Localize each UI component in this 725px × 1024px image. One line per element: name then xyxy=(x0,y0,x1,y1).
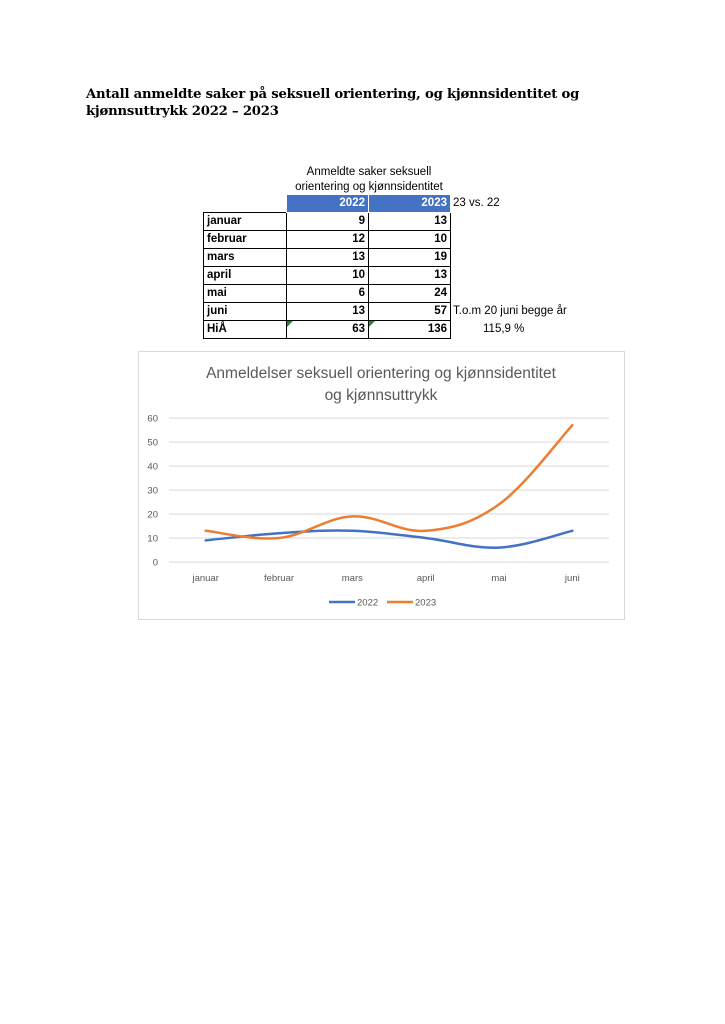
table-row xyxy=(204,249,571,267)
row-value-2023: 57 xyxy=(369,303,451,321)
y-tick-label: 10 xyxy=(147,533,158,545)
legend-label-2022: 2022 xyxy=(357,597,379,609)
table-header-row xyxy=(204,195,571,213)
row-value-2022: 12 xyxy=(287,231,369,249)
total-2023-text: 136 xyxy=(427,323,447,335)
row-value-2023: 24 xyxy=(369,285,451,303)
row-month: mars xyxy=(204,249,287,267)
x-tick-label: mars xyxy=(341,573,363,584)
x-tick-label: februar xyxy=(263,573,295,584)
percent-change-note: 115,9 % xyxy=(483,323,525,335)
error-indicator-icon xyxy=(369,321,375,327)
table-row xyxy=(204,267,571,285)
row-note xyxy=(451,285,571,303)
row-value-2023: 19 xyxy=(369,249,451,267)
row-value-2022: 13 xyxy=(287,249,369,267)
chart-series xyxy=(206,425,573,548)
y-tick-label: 0 xyxy=(152,557,158,569)
line-chart xyxy=(138,351,625,620)
row-value-2023: 13 xyxy=(369,213,451,231)
row-month: mai xyxy=(204,285,287,303)
total-value-2022 xyxy=(287,321,369,339)
row-month: juni xyxy=(204,303,287,321)
x-axis-ticks xyxy=(191,573,579,584)
column-header-2023: 2023 xyxy=(369,195,451,213)
row-value-2022: 13 xyxy=(287,303,369,321)
chart-gridlines xyxy=(169,418,609,562)
table-caption: Anmeldte saker seksuell orientering og kjønnsidentitet xyxy=(295,166,443,193)
row-note xyxy=(451,267,571,285)
header-empty-cell xyxy=(204,195,287,213)
x-tick-label: juni xyxy=(564,573,580,584)
table-row xyxy=(204,285,571,303)
row-value-2022: 9 xyxy=(287,213,369,231)
y-tick-label: 60 xyxy=(147,413,158,425)
row-note xyxy=(451,231,571,249)
row-note xyxy=(451,213,571,231)
table-row xyxy=(204,303,571,321)
chart-title-line-2: og kjønnsuttrykk xyxy=(324,387,438,404)
row-value-2022: 10 xyxy=(287,267,369,285)
x-tick-label: mai xyxy=(491,573,507,584)
row-note: T.o.m 20 juni begge år xyxy=(453,305,567,317)
x-tick-label: april xyxy=(416,573,435,584)
table-total-row xyxy=(204,321,571,339)
row-month: HiÅ xyxy=(204,321,287,339)
row-month: februar xyxy=(204,231,287,249)
row-value-2022: 6 xyxy=(287,285,369,303)
table-row xyxy=(204,231,571,249)
y-axis-ticks xyxy=(147,414,158,569)
total-2022-text: 63 xyxy=(352,323,365,335)
column-header-2022: 2022 xyxy=(287,195,369,213)
header-comparison-note: 23 vs. 22 xyxy=(453,197,500,209)
y-tick-label: 30 xyxy=(147,485,158,497)
row-month: januar xyxy=(204,213,287,231)
row-value-2023: 13 xyxy=(369,267,451,285)
row-note xyxy=(451,249,571,267)
error-indicator-icon xyxy=(287,321,293,327)
x-tick-label: januar xyxy=(192,573,219,584)
row-month: april xyxy=(204,267,287,285)
legend-label-2023: 2023 xyxy=(415,597,437,609)
y-tick-label: 40 xyxy=(147,461,158,473)
table-row xyxy=(204,213,571,231)
chart-title-line-1: Anmeldelser seksuell orientering og kjønnsidentitet xyxy=(206,365,556,382)
total-value-2023 xyxy=(369,321,451,339)
y-tick-label: 20 xyxy=(147,509,158,521)
chart-legend xyxy=(329,598,436,609)
chart-svg xyxy=(139,352,624,619)
y-tick-label: 50 xyxy=(147,437,158,449)
document-title: Antall anmeldte saker på seksuell orientering, og kjønnsidentitet og kjønnsuttrykk 2022 – 2023 xyxy=(86,87,580,119)
row-value-2023: 10 xyxy=(369,231,451,249)
data-table xyxy=(203,194,571,339)
